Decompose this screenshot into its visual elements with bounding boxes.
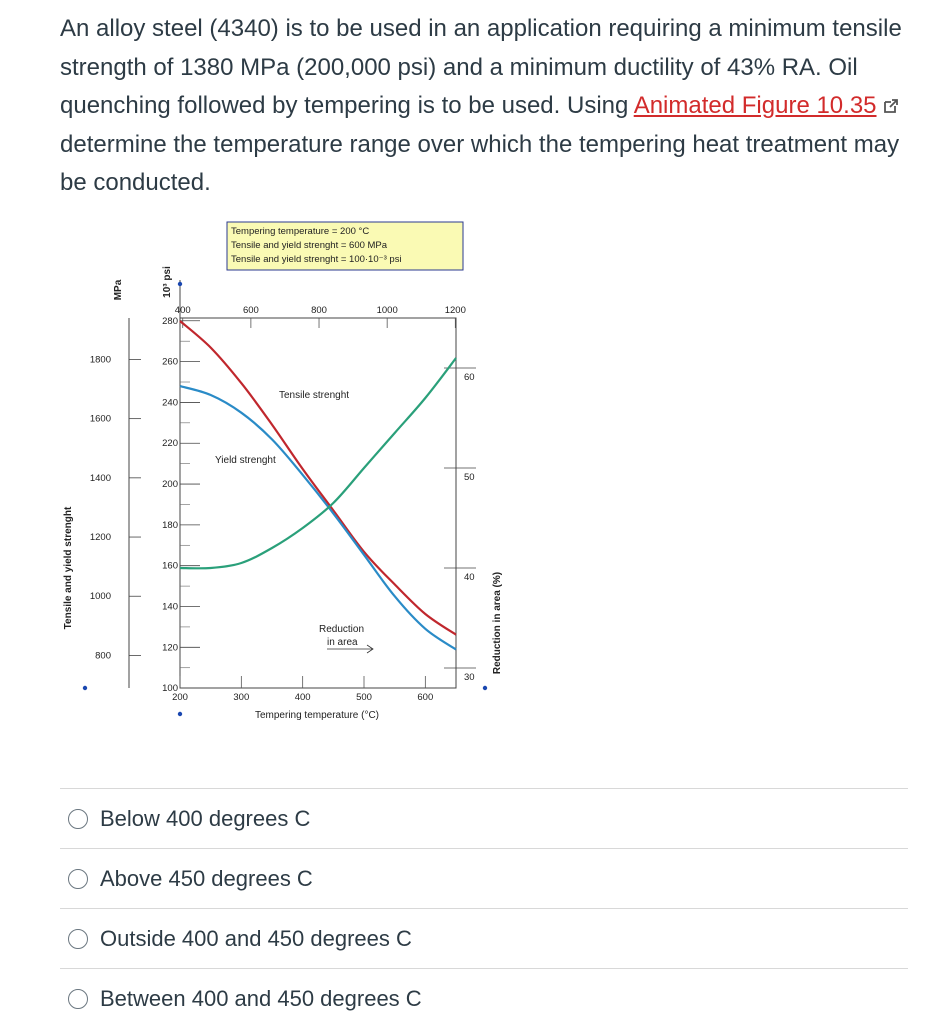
answer-options <box>60 788 908 1028</box>
top-tick-label: 400 <box>174 305 191 316</box>
external-link-icon[interactable] <box>883 98 899 114</box>
left-axis-label: Tensile and yield strenght <box>63 506 74 630</box>
animated-figure-link[interactable]: Animated Figure 10.35 <box>633 92 877 119</box>
radio-button[interactable] <box>68 809 88 829</box>
question-text-end: determine the temperature range over which the tempering heat treatment may be conducted. <box>60 130 900 196</box>
question-text-start: An alloy steel (4340) is to be used in an application requiring a minimum tensile strength of 1380 MPa (200,000 psi) and a minimum ductility of 43% RA. Oil quenching followed by tempering is to be used. Using <box>60 15 902 119</box>
top-tick-label: 1000 <box>376 305 398 316</box>
psi-tick-label: 220 <box>162 438 178 450</box>
tempering-chart <box>55 218 503 738</box>
option-below-400[interactable] <box>60 788 908 848</box>
ra-tick-label: 60 <box>464 372 475 383</box>
psi-tick-label: 180 <box>162 519 178 531</box>
mpa-tick-label: 1200 <box>89 532 111 544</box>
mpa-tick-label: 1800 <box>89 354 111 366</box>
reduction-label-1: Reduction <box>319 624 365 635</box>
psi-tick-label: 160 <box>162 560 178 572</box>
info-line-1: Tempering temperature = 200 °C <box>231 226 370 237</box>
option-above-450[interactable] <box>60 848 908 908</box>
axis-dot-top <box>178 282 182 286</box>
option-label: Between 400 and 450 degrees C <box>100 985 422 1011</box>
mpa-axis-label: MPa <box>113 279 124 301</box>
option-between-400-450[interactable] <box>60 968 908 1028</box>
psi-tick-label: 120 <box>162 642 178 654</box>
x-tick-label: 200 <box>172 692 188 703</box>
x-tick-label: 600 <box>417 692 434 703</box>
top-tick-label: 800 <box>311 305 327 316</box>
mpa-tick-label: 1000 <box>89 591 111 603</box>
axis-dot-right <box>483 686 487 690</box>
axis-dot-left <box>83 686 87 690</box>
yield-label: Yield strenght <box>215 455 276 466</box>
psi-tick-label: 260 <box>162 356 178 368</box>
radio-button[interactable] <box>68 869 88 889</box>
psi-tick-label: 240 <box>162 397 178 409</box>
tensile-label: Tensile strenght <box>279 390 350 401</box>
option-label: Below 400 degrees C <box>100 805 311 831</box>
radio-button[interactable] <box>68 929 88 949</box>
x-tick-label: 500 <box>356 692 372 703</box>
ra-tick-label: 30 <box>464 672 475 683</box>
ra-tick-label: 40 <box>464 572 475 583</box>
mpa-tick-label: 1600 <box>89 413 111 425</box>
yield-strength-line <box>180 386 456 649</box>
psi-tick-label: 100 <box>162 683 178 695</box>
reduction-label-2: in area <box>327 637 358 648</box>
question-text <box>60 10 910 203</box>
mpa-tick-label: 1400 <box>89 472 111 484</box>
top-tick-label: 1200 <box>444 305 466 316</box>
info-line-3: Tensile and yield strenght = 100·10⁻³ psi <box>231 254 402 265</box>
axis-dot-bottom <box>178 712 182 716</box>
info-line-2: Tensile and yield strenght = 600 MPa <box>231 240 388 251</box>
option-outside-400-450[interactable] <box>60 908 908 968</box>
psi-tick-label: 280 <box>162 315 178 327</box>
radio-button[interactable] <box>68 989 88 1009</box>
psi-axis-label: 10³ psi <box>162 266 173 298</box>
psi-tick-label: 140 <box>162 601 178 613</box>
x-tick-label: 300 <box>233 692 250 703</box>
top-tick-label: 600 <box>242 305 259 316</box>
plot-frame <box>180 318 456 688</box>
psi-tick-label: 200 <box>162 479 178 491</box>
x-axis-label: Tempering temperature (°C) <box>254 710 380 721</box>
tensile-strength-line <box>180 321 456 635</box>
option-label: Outside 400 and 450 degrees C <box>100 925 412 951</box>
right-axis-label: Reduction in area (%) <box>492 571 503 675</box>
mpa-tick-label: 800 <box>95 650 111 662</box>
x-tick-label: 400 <box>294 692 311 703</box>
ra-tick-label: 50 <box>464 472 475 483</box>
option-label: Above 450 degrees C <box>100 865 313 891</box>
